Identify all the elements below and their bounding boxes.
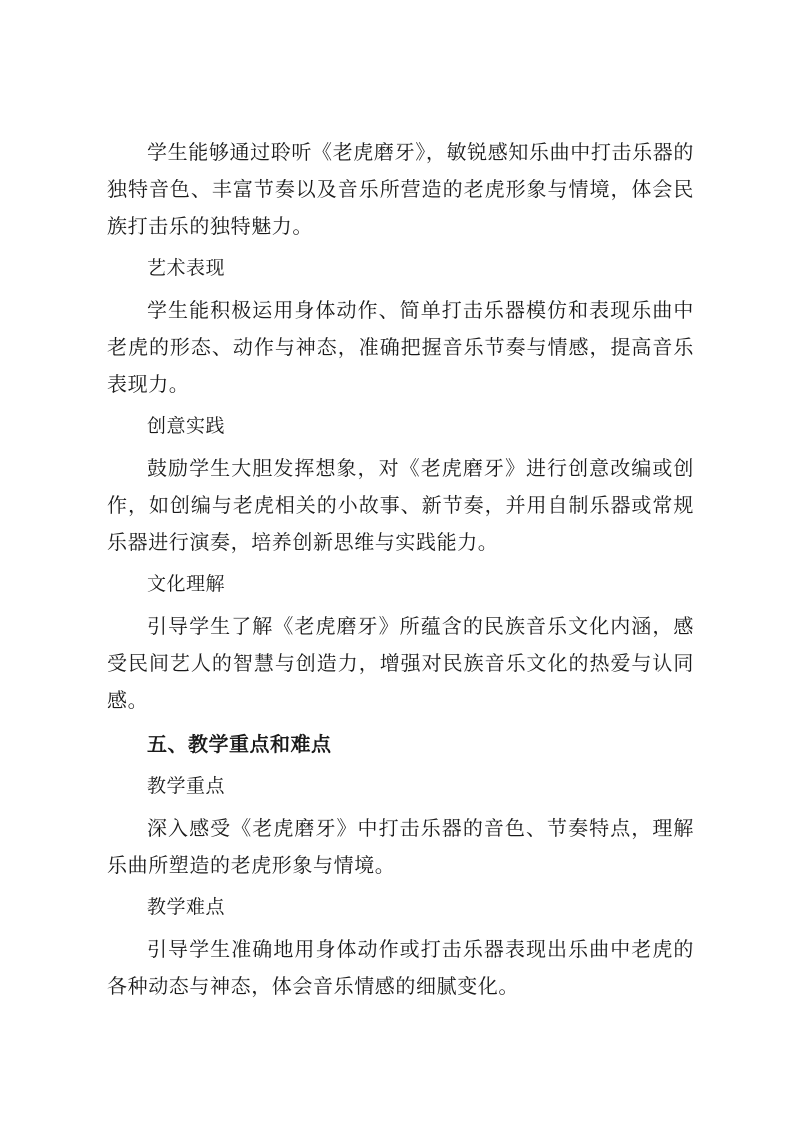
paragraph-creative-practice: 鼓励学生大胆发挥想象，对《老虎磨牙》进行创意改编或创作，如创编与老虎相关的小故事、新节奏，并用自制乐器或常规乐器进行演奏，培养创新思维与实践能力。 bbox=[107, 456, 694, 554]
section-label-teaching-difficulty: 教学难点 bbox=[147, 896, 226, 918]
paragraph-teaching-difficulty: 引导学生准确地用身体动作或打击乐器表现出乐曲中老虎的各种动态与神态，体会音乐情感的细腻变化。 bbox=[107, 937, 694, 998]
section-label-art-expression: 艺术表现 bbox=[147, 257, 226, 279]
paragraph-perception: 学生能够通过聆听《老虎磨牙》，敏锐感知乐曲中打击乐器的独特音色、丰富节奏以及音乐所营造的老虎形象与情境，体会民族打击乐的独特魅力。 bbox=[107, 140, 694, 238]
section-heading-key-points: 五、教学重点和难点 bbox=[147, 732, 332, 756]
paragraph-art-expression: 学生能积极运用身体动作、简单打击乐器模仿和表现乐曲中老虎的形态、动作与神态，准确把握音乐节奏与情感，提高音乐表现力。 bbox=[107, 298, 694, 396]
paragraph-cultural-understanding: 引导学生了解《老虎磨牙》所蕴含的民族音乐文化内涵，感受民间艺人的智慧与创造力，增强对民族音乐文化的热爱与认同感。 bbox=[107, 614, 694, 712]
paragraph-teaching-focus: 深入感受《老虎磨牙》中打击乐器的音色、节奏特点，理解乐曲所塑造的老虎形象与情境。 bbox=[107, 816, 694, 877]
section-label-teaching-focus: 教学重点 bbox=[147, 775, 226, 797]
section-label-cultural-understanding: 文化理解 bbox=[147, 573, 226, 595]
section-label-creative-practice: 创意实践 bbox=[147, 415, 226, 437]
